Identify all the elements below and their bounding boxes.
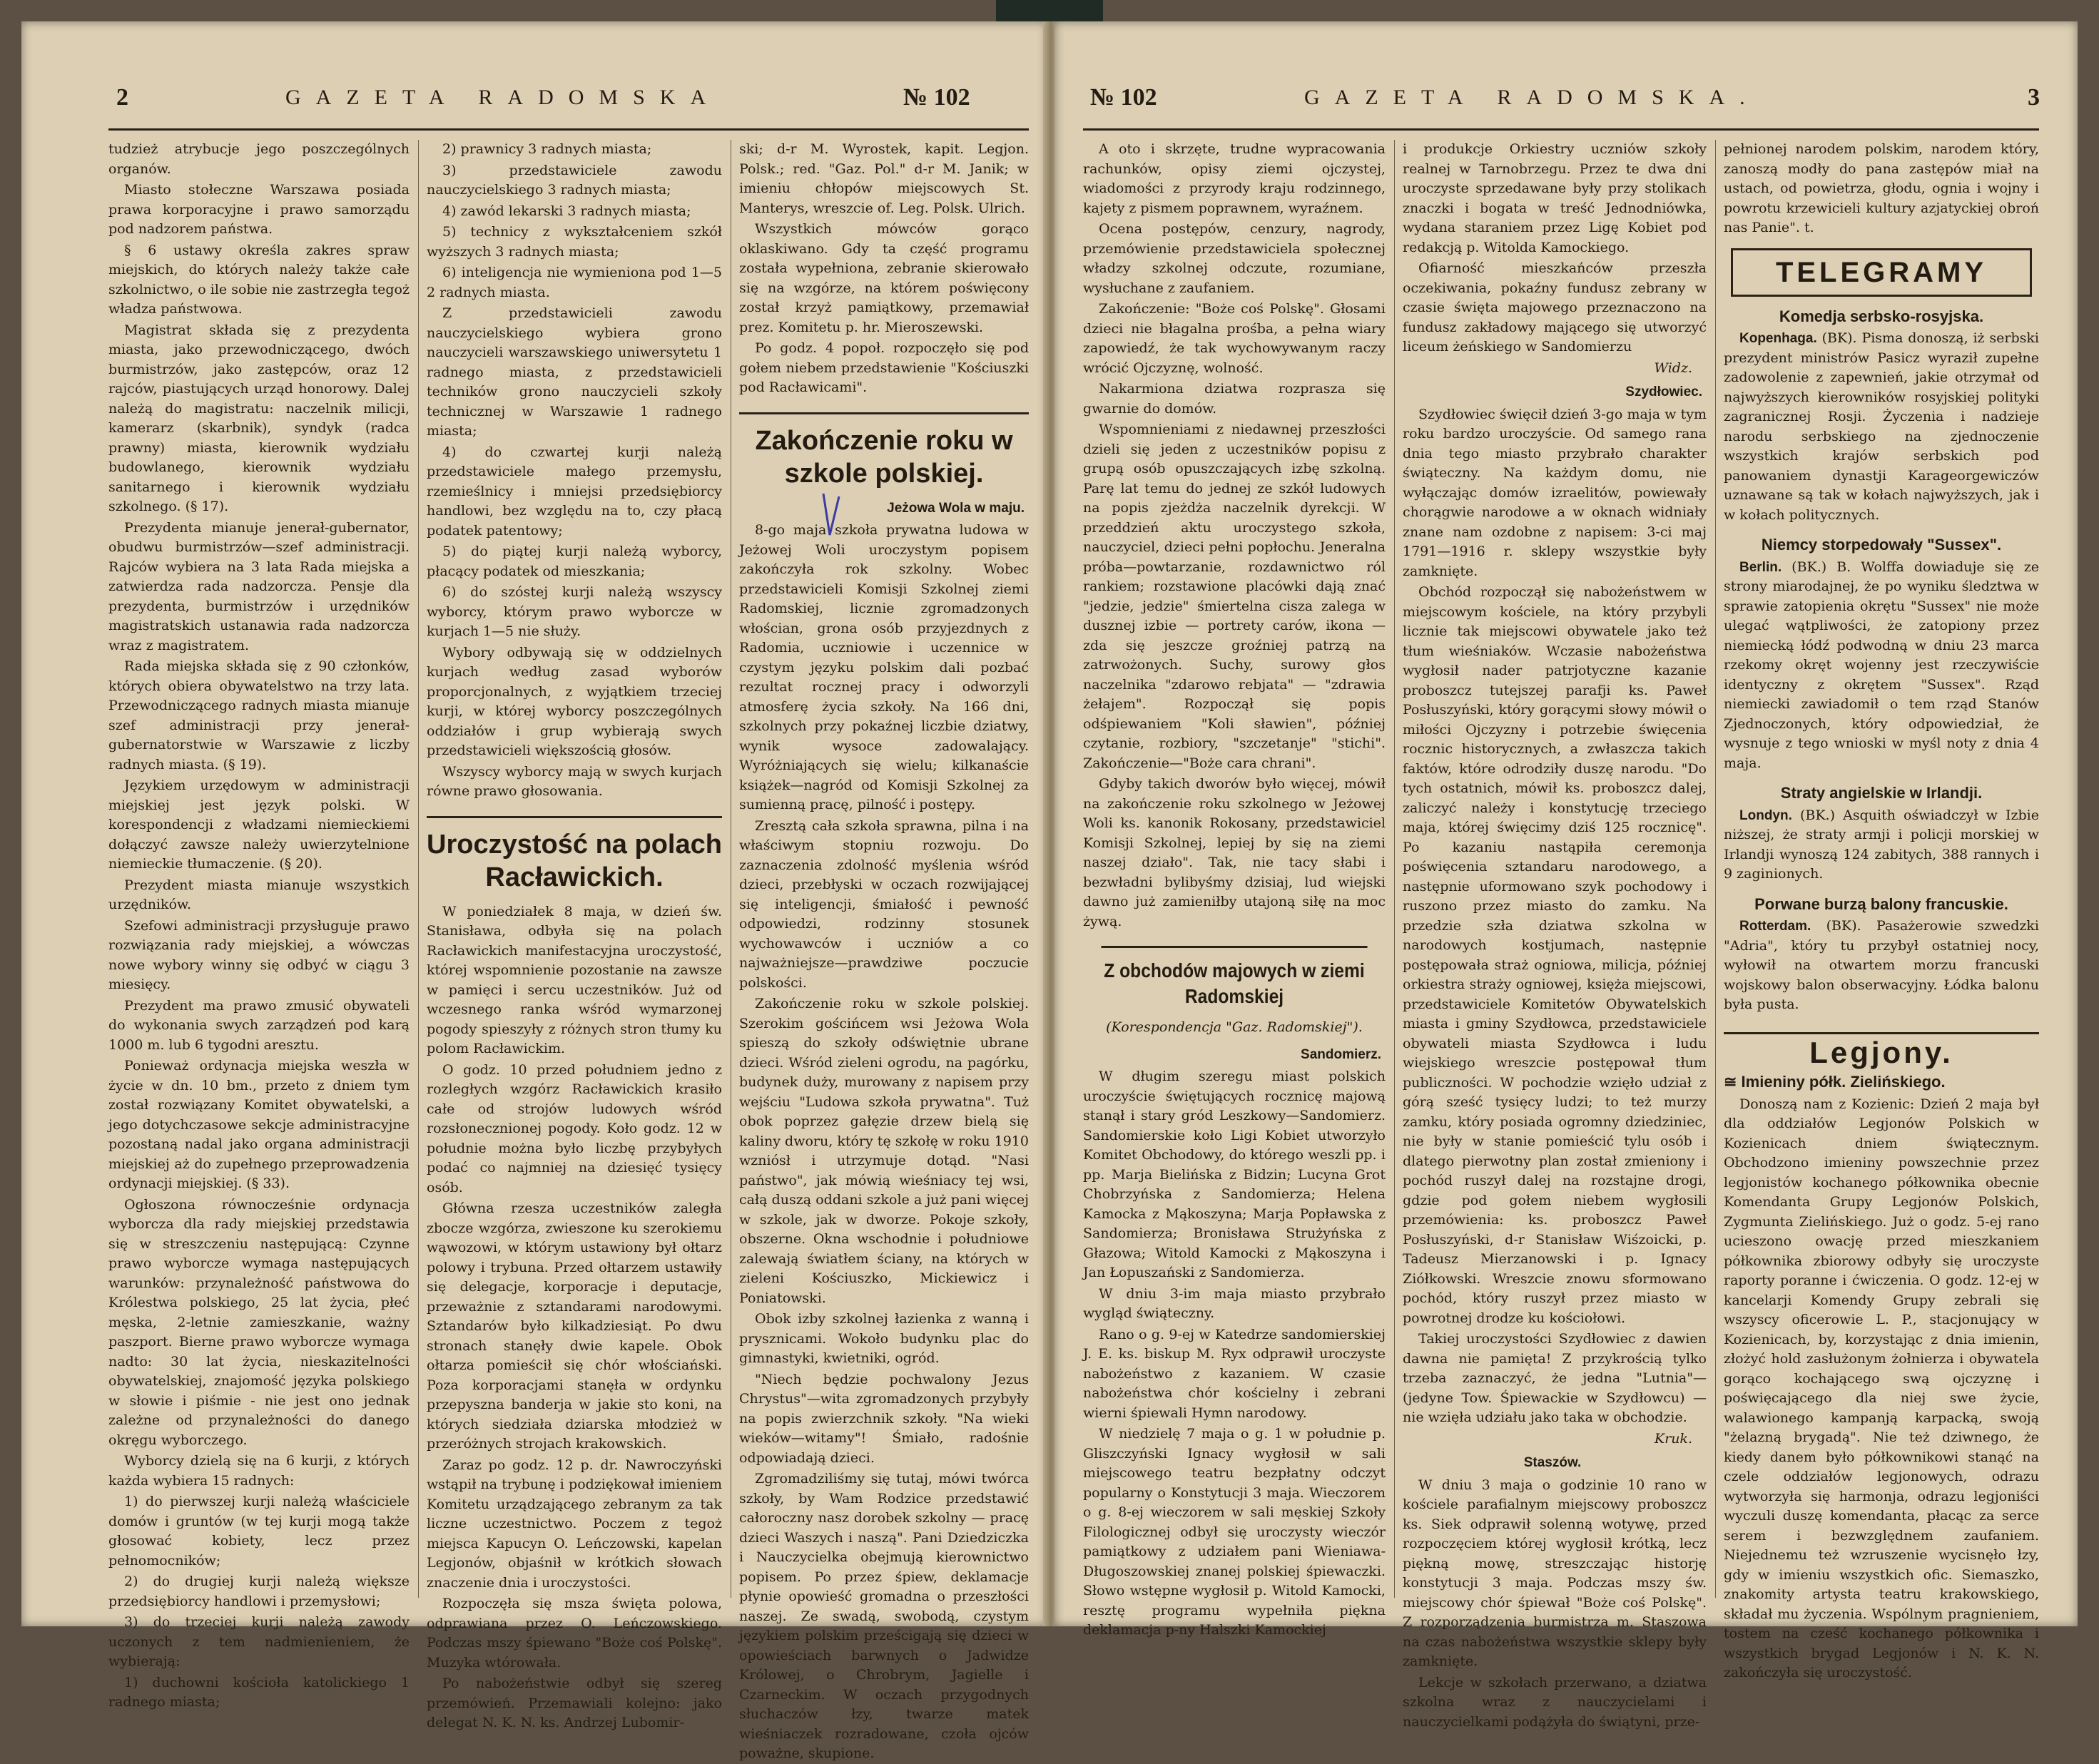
szkola-paragraph: Zresztą cała szkoła sprawna, pilna i na właściwym stopniu rozwoju. Do zaznaczenia zdolność myślenia wśród dzieci, przebłyski w oczach rozwijającej się inteligencji, śmiałość i pewność odpowiedzi, rodzinny stosunek wychowawców i uczniów a co najważniejsze—prawdziwe poczucie polskości. (739, 817, 1029, 991)
telegram-dateline: Kopenhaga. (1739, 331, 1817, 346)
telegram-dateline: Londyn. (1739, 807, 1792, 823)
raclawice-paragraph: Rozpoczęła się msza święta polowa, odprawiana przez O. Leńczowskiego. Podczas mszy śpiewano "Boże coś Polskę". Muzyka wtórowała. (427, 1596, 722, 1671)
szkola-paragraph: Obok izby szkolnej łazienka z wanną i prysznicami. Wokoło budynku plac do gimnastyki, kwietniki, ogród. (739, 1311, 1029, 1366)
left-col3-paragraph: Po godz. 4 popoł. rozpoczęło się pod gołem niebem przedstawienie "Kościuszki pod Racławicami". (739, 340, 1029, 395)
left-col3-paragraph: ski; d-r M. Wyrostek, kapit. Legjon. Polsk.; red. "Gaz. Pol." d-r M. Janik; w imieniu chłopów miejscowych St. Manterys, wreszcie of. Leg. Polsk. Ulrich. (739, 141, 1029, 216)
telegram-dateline: Rotterdam. (1739, 919, 1811, 934)
telegram-headline: Straty angielskie w Irlandji. (1780, 784, 1983, 802)
telegram-text (1724, 917, 2039, 1015)
legjony-paragraph: Donoszą nam z Kozienic: Dzień 2 maja był dla oddziałów Legjonów Polskich w Kozienicach dniem świątecznym. Obchodzono imieniny powszechnie przez legjonistów kochanego półkownika obecnie Komendanta Grupy Legjonów Polskich, Zygmunta Zielińskiego. Już o godz. 5-ej rano ucieszono owację przed mieszkaniem półkownika zbiorowy odbyły się uroczyste raporty poranne i ćwiczenia. O godz. 12-ej w kancelarji Komendy Grupy zebrali się wszyscy oficerowie L. P., stacjonujący w Kozienicach, by, korzystając z dnia imienin, złożyć hold zasłużonym żołnierza i obywatela gorąco kochającego swą ojczyznę i poświęcającego dla niej swe życie, walawionego kampanją karpacką, swoją "żelazną brygadą". Nie też dziwnego, że kiedy danem było półkownikowi stanąć na czele oddziałów legjonowych, odrazu wytworzyła się harmonja, odrazu legjoniści wyczuli duszę komendanta, płacąc za serce serem i bezwzględnem zaufaniem. Niejednemu też wzruszenie wycisnęło łzy, gdy w imieniu wszystkich ofic. Siemaszko, znakomity artysta teatru krakowskiego, składał mu życzenia. Wspólnym pragnieniem, tostem na cześć kochanego półkownika i wszystkich brygad Legjonów i N. K. N. zakończyła się uroczystość. (1724, 1096, 2039, 1681)
right-col1-paragraph: A oto i skrzęte, trudne wypracowania rachunków, opisy ziemi ojczystej, wiadomości z przyrody kraju rodzinnego, kajety z pismem poprawnem, wyraźnem. (1083, 141, 1386, 216)
telegram-headline: Porwane burzą balony francuskie. (1754, 894, 2008, 913)
headline-szkola: Zakończenie roku w szkole polskiej. (739, 412, 1029, 490)
left-col2-paragraph: Wybory odbywają się w oddzielnych kurjach według zasad wyborów proporcjonalnych, z wyjątkiem trzeciej kurji, w której wyborcy poszczególnych oddziałów i grup wybierają swych przedstawicieli większością głosów. (427, 644, 722, 758)
obchody-paragraph: W dniu 3-im maja miasto przybrało wygląd świąteczny. (1083, 1285, 1386, 1321)
left-col1-paragraph: Ogłoszona równocześnie ordynacja wyborcza dla rady miejskiej przedstawia się w streszczeniu następującą: Czynne prawo wyborcze wymaga następujących warunków: przynależność państwowa do Królestwa polskiego, 25 lat życia, płeć męska, 2-letnie zamieszkanie, ważny paszport. Bierne prawo wyborcze wymaga nadto: 30 lat życia, nieskazitelności obywatelskiej, znajomość języka polskiego w słowie i piśmie - nie jest ono jednak zależne od przynależności do danego okręgu wyborczego. (108, 1196, 410, 1448)
dateline-szydlowiec: Szydłowiec. (1625, 384, 1702, 399)
obchody-paragraph: W niedzielę 7 maja o g. 1 w południe p. Gliszczyński Ignacy wygłosił w sali miejscowego teatru bezpłatny odczyt popularny o Konstytucji 3 maja. Wieczorem o g. 8-ej wieczorem w sali męskiej Szkoły Filologicznej odbył się uroczysty wieczór pamiątkowy z udziałem pani Wieniawa-Długoszowskiej znanej polskiej śpiewaczki. Słowo wstępne wygłosił p. Witold Kamocki, resztę programu wypełniła piękna deklamacja p-ny Halszki Kamockiej (1083, 1426, 1386, 1638)
telegram-body: (BK). Pisma donoszą, iż serbski prezydent ministrów Pasicz wyraził zupełne zadowolenie z zapewnień, jakie otrzymał od najwyższych kierowników rosyjskiej polityki zagranicznej Rosji. Życzenia i nadzieje narodu serbskiego na zjednoczenie wszystkich krajów serbskich pod panowaniem dynastji Karageorgewiczów uznawane są tak w kołach najwyższych, jak i w kołach politycznych. (1724, 330, 2039, 523)
telegram-text (1724, 806, 2039, 884)
left-col1-paragraph: Szefowi administracji przysługuje prawo rozwiązania rady miejskiej, a wówczas nowe wybory winny się odbyć w ciągu 3 miesięcy. (108, 917, 410, 992)
left-col2-paragraph: 6) inteligencja nie wymieniona pod 1—5 2 radnych miasta. (427, 265, 722, 300)
left-col2-paragraph: Wszyscy wyborcy mają w swych kurjach równe prawo głosowania. (427, 763, 722, 799)
telegramy-banner: TELEGRAMY (1731, 248, 2032, 297)
left-col1-paragraph: 1) duchowni kościoła katolickiego 1 radnego miasta; (108, 1674, 410, 1710)
telegram-body: (BK.) Asquith oświadczył w Izbie niższej, że straty armji i policji morskiej w Irlandji wynoszą 124 zabitych, 388 rannych i 9 zaginionych. (1724, 807, 2039, 882)
raclawice-paragraph: Zaraz po godz. 12 p. dr. Nawroczyński wstąpił na trybunę i podziękował imieniem Komitetu urządzającego zebranym za tak liczne uczestnictwo. Poczem z tegoż miejsca Kapucyn O. Leńczowski, kapelan Legjonów, objaśnił w krótkich słowach znaczenie dnia i uroczystości. (427, 1457, 722, 1591)
left-col1-paragraph: Rada miejska składa się z 90 członków, których obiera obywatelstwo na trzy lata. Przewodniczącego radnych miasta mianuje szef administracji przy jenerał-gubernatorstwie w Warszawie z liczby radnych miasta. (§ 19). (108, 658, 410, 773)
left-col3-paragraph: Wszystkich mówców gorąco oklaskiwano. Gdy ta część programu została wypełniona, zebranie skierowało się na wzgórze, na którem poświęcony został krzyż pamiątkowy, przemawiał prez. Komitetu p. hr. Mieroszewski. (739, 221, 1029, 335)
left-col1-paragraph: 2) do drugiej kurji należą większe przedsiębiorcy handlowi i przemysłowi; (108, 1574, 410, 1609)
left-col1-paragraph: 1) do pierwszej kurji należą właściciele domów i gruntów (w tej kurji mogą także głosować kobiety, lecz przez pełnomocników; (108, 1494, 410, 1569)
telegram-dateline: Berlin. (1739, 559, 1782, 575)
right-column-1 (1083, 140, 1386, 1638)
left-column-1 (108, 140, 410, 1710)
dateline-staszow: Staszów. (1523, 1455, 1582, 1470)
raclawice-paragraph: W poniedziałek 8 maja, w dzień św. Stanisława, odbyła się na polach Racławickich manifestacyjna uroczystość, której wspomnienie pozostanie na zawsze w pamięci i sercu uczestników. Już od wczesnego ranka wśród wymarzonej pogody spieszyły z różnych stron tłumy ku polom Racławickim. (427, 903, 722, 1056)
handwritten-check-mark (819, 491, 843, 541)
left-col2-paragraph: 5) technicy z wykształceniem szkół wyższych 3 radnych miasta; (427, 224, 722, 260)
obchody-paragraph: W długim szeregu miast polskich uroczyście świętujących rocznicę majową stanął i stary gród Leszkowy—Sandomierz. Sandomierskie koło Ligi Kobiet utworzyło Komitet Obchodowy, do którego weszli pp. i pp. Marja Bielińska z Bidzin; Lucyna Grot Chobrzyńska z Sandomierza; Helena Kamocka z Mąkoszyna; Marja Popławska z Sandomierza; Bronisława Strużyńska z Głazowa; Witold Kamocki z Mąkoszyna i Jan Łopuszański z Sandomierza. (1083, 1069, 1386, 1280)
left-col2-paragraph: 3) przedstawiciele zawodu nauczycielskiego 3 radnych miasta; (427, 162, 722, 198)
left-page (21, 21, 1047, 1761)
right-col3-paragraph: pełnionej narodem polskim, narodem który, zanoszą modły do pana zastępów miał na ustach, od powietrza, głodu, ognia i wojny i powrotu krzewicieli kultury azjatyckiej obroń nas Panie". t. (1724, 141, 2039, 235)
right-column-3 (1724, 140, 2040, 1681)
headline-obchody: Z obchodów majowych w ziemi Radomskiej (1101, 946, 1367, 1009)
left-col2-paragraph: 5) do piątej kurji należą wyborcy, płacący podatek od mieszkania; (427, 544, 722, 579)
telegram-body: (BK.) B. Wolffa dowiaduje się ze strony miarodajnej, że po wyniku śledztwa w sprawie zatopienia okrętu "Sussex" nie może ulegać wątpliwości, że zatopiony przez niemiecką łódź podwodną w dniu 23 marca rzekomy okręt wojenny jest rzeczywiście identyczny z okrętem "Sussex". Rząd niemiecki zawiadomił o tem rząd Stanów Zjednoczonych, który odpowiedział, że wysnuje z tego wnioski w myśl noty z dnia 4 maja. (1724, 559, 2039, 771)
right-col1-paragraph: Wspomnieniami z niedawnej przeszłości dzieli się jeden z uczestników popisu z grupą osób opuszczających izbę szkolną. Parę lat temu do jednej ze szkół ludowych na popis zjeżdża naczelnik dyrekcji. W przeddzień aktu uroczystego szkoła, nauczyciel, dzieci pełni popłochu. Jeneralna próba—powtarzanie, rozdawnictwo ról rankiem; rozstawione placówki dają znać "jedzie, jedzie" śmiertelna cisza zalega w dusznej izbie — portrety carów, ikona — zda się jeszcze groźniej patrzą na zatrwożonych. Suchy, surowy głos naczelnika "zdarowo rebjata" — "zdrawia żełajem". Rozpoczął się popis odśpiewaniem "Koli sławien", później czytanie, rozbiory, "szczetanje" "stichi". Zakończenie—"Boże cara chrani". (1083, 422, 1386, 771)
raclawice-paragraph: O godz. 10 przed południem jedno z rozległych wzgórz Racławickich krasiło całe od strojów ludowych wśród rozsłonecznionej pogody. Koło godz. 12 w południe można było liczbę przybyłych podać co najmniej na dziesięć tysięcy osób. (427, 1061, 722, 1195)
left-col1-paragraph: Prezydent miasta mianuje wszystkich urzędników. (108, 877, 410, 912)
dateline-sandomierz: Sandomierz. (1301, 1046, 1381, 1062)
right-column-2 (1403, 140, 1707, 1730)
right-col2-paragraph: Ofiarność mieszkańców przeszła oczekiwania, pokaźny fundusz zebrany w czasie święta majowego przeznaczono na fundusz zakładowy mającego się utworzyć liceum żeńskiego w Sandomierzu (1403, 260, 1707, 355)
szkola-paragraph: Zgromadziliśmy się tutaj, mówi twórca szkoły, by Wam Rodzice przedstawić całoroczny nasz dorobek szkolny — pracę dzieci Waszych i naszą". Pani Dziedziczka i Nauczycielka obejmują kierownictwo popisem. Po przez śpiew, deklamacje płynie opowieść gromadna o przeszłości naszej. Ze swadą, swobodą, czystym językiem polskim prześcigają się dzieci w opowieściach barwnych o Jadwidze Królowej, o Chrobrym, Jagielle i Czarneckim. W oczach przygodnych słuchaczów łzy, twarze matek wieśniaczek rozradowane, czoła ojców poważne, skupione. (739, 1471, 1029, 1761)
telegram-text (1724, 329, 2039, 525)
page-number-right: 3 (2028, 84, 2040, 111)
staszow-paragraph: W dniu 3 maja o godzinie 10 rano w kościele parafialnym miejscowy proboszcz ks. Siek odprawił solenną wotywę, przed rozpoczęciem której wygłosił krótką, lecz piękną mowę, streszczając historję konstytucji 3 maja. Podczas mszy św. miejscowy chór śpiewał "Boże coś Polskę". Z rozporządzenia burmistrza m. Staszowa na czas nabożeństwa wszystkie sklepy były zamknięte. (1403, 1477, 1707, 1669)
left-col2-paragraph: 6) do szóstej kurji należą wszyscy wyborcy, którym prawo wyborcze w kurjach 1—5 nie służy. (427, 584, 722, 639)
left-col2-paragraph: 2) prawnicy 3 radnych miasta; (442, 141, 652, 157)
issue-number-left: № 102 (903, 84, 970, 111)
legjony-headline: ≅ Imieniny półk. Zielińskiego. (1724, 1073, 1946, 1091)
telegram-headline: Komedja serbsko-rosyjska. (1779, 307, 1984, 325)
masthead-title-left: GAZETA RADOMSKA (285, 86, 721, 109)
correspondence-byline: (Korespondencja "Gaz. Radomskiej"). (1106, 1019, 1363, 1035)
left-col1-paragraph: Językiem urzędowym w administracji miejskiej jest język polski. W korespondencji z władzami niemieckiemi dołączyć zawsze należy uwierzytelnione niemieckie tłumaczenie. (§ 20). (108, 778, 410, 872)
left-col2-paragraph: 4) do czwartej kurji należą przedstawiciele małego przemysłu, rzemieślnicy i mniejsi przedsiębiorcy handlowi, bez względu na to, czy płacą podatek patentowy; (427, 444, 722, 539)
masthead-title-right: GAZETA RADOMSKA. (1304, 86, 1760, 109)
left-col1-paragraph: Magistrat składa się z prezydenta miasta, jako przewodniczącego, dwóch burmistrzów, jako zastępców, oraz 12 rajców, piastujących urząd honorowy. Dalej należą do magistratu: naczelnik milicji, kamerarz (skarbnik), syndyk (radca prawny) miasta, kierownik wydziału budowlanego, kierownik wydziału sanitarnego i kierownik wydziału szkolnego. (§ 17). (108, 322, 410, 514)
left-col1-paragraph: Ponieważ ordynacja miejska weszła w życie w dn. 10 bm., przeto z dniem tym został rozwiązany Komitet obywatelski, a jego dotychczasowe sekcje administracyjne pozostaną nadal jako organa administracji miejskiej aż do zupełnego przeprowadzenia ordynacji miejskiej. (§ 33). (108, 1058, 410, 1191)
obchody-paragraph: Rano o g. 9-ej w Katedrze sandomierskiej J. E. ks. biskup M. Ryx odprawił uroczyste nabożeństwo z kazaniem. W czasie nabożeństwa chór kościelny i zebrani wierni śpiewali Hymn narodowy. (1083, 1326, 1386, 1421)
szkola-paragraph: Zakończenie roku w szkole polskiej. Szerokim gościńcem wsi Jeżowa Wola spieszą do szkoły odświętnie ubrane dzieci. Wśród zieleni ogrodu, na pagórku, budynek duży, murowany z napisem przy wejściu "Ludowa szkoła prywatna". Tuż obok poprzez gałęzie drzew bielą się kaliny dworu, który tę szkołę w roku 1910 wzniósł i utrzymuje dotąd. "Nasi państwo", jak mówią wieśniacy tej wsi, całą duszą oddani szkole a już pani więcej w szkole, jak w dworze. Pokoje szkoły, obszerne. Okna wschodnie i południowe zalewają światłem ściany, na których w zieleni Kościuszko, Mickiewicz i Poniatowski. (739, 996, 1029, 1306)
telegram-headline: Niemcy storpedowały "Sussex". (1761, 536, 2002, 554)
szydlowiec-paragraph: Obchód rozpoczął się nabożeństwem w miejscowym kościele, na który przybyli licznie tak miejscowi obywatele jako też tłum wieśniaków. Wczasie nabożeństwa wygłosił nader patrjotyczne kazanie proboszcz tutejszej parafji ks. Paweł Posłuszyński, który gorącymi słowy mówił o miłości Ojczyzny i potrzebie święcenia rocznic historycznych, a zwłaszcza takich faktów, które odrodziły duszę narodu. "Do tych ostatnich, mówił ks. proboszcz dalej, zaliczyć należy i konstytucję trzeciego maja, której święcimy dziś 125 rocznicę". Po kazaniu nastąpiła ceremonja poświęcenia sztandaru narodowego, a następnie uformowano szyk pochodowy i ruszono przez miasto do zamku. Na przedzie szła dziatwa szkolna w narodowych kostjumach, następnie postępowała straż ogniowa, milicja, później orkiestra straży ogniowej, księża miejscowi, przedstawiciele Komitetów Obywatelskich miasta i gminy Szydłowca, przedstawiciele obywateli miasta Szydłowca i ludu wiejskiego wreszcie postępował tłum publiczności. W pochodzie wzięło udział z górą sześć tysięcy ludzi; to też murzy zamku, który posiada ogromny dziedziniec, nie były w stanie pomieścić tylu osób i dlatego pierwotny plan został zmieniony i pochód ruszył dalej na rozstajne drogi, gdzie pod gołem niebem wygłosili przemówienia: ks. proboszcz Paweł Posłuszyński, d-r Stanisław Wiśzoicki, p. Tadeusz Mierzanowski i p. Ignacy Ziółkowski. Wreszcie znowu sformowano pochód, który ruszył przez miasto w powrotnej drodze ku kościołowi. (1403, 584, 1707, 1326)
left-col1-paragraph: tudzież atrybucje jego poszczególnych organów. (108, 141, 410, 177)
szkola-paragraph: "Niech będzie pochwalony Jezus Chrystus"—wita zgromadzonych przybyły na popis zwierzchnik szkoły. "Na wieki wieków—witamy"! Śmiało, radośnie odpowiadają dzieci. (739, 1371, 1029, 1466)
headline-raclawice: Uroczystość na polach Racławickich. (427, 816, 722, 894)
page-number-left: 2 (116, 84, 128, 111)
raclawice-paragraph: Główna rzesza uczestników zaległa zbocze wzgórza, zwieszone ku szerokiemu wąwozowi, w którym ustawiony był ołtarz polowy i trybuna. Przed ołtarzem ustawiły się delegacje, korporacje i deputacje, przeważnie z sztandarami narodowymi. Sztandarów było kilkadziesiąt. Po dwu stronach stanęły dwie kapele. Obok ołtarza pomieścił się chór włościański. Poza korporacjami stanęła w ordynku przepyszna banderja w jakie sto koni, na których siedziała dziarska młodzież w przeróżnych strojach krakowskich. (427, 1200, 722, 1452)
signature-kruk: Kruk. (1654, 1430, 1692, 1447)
header-rule-right (1083, 128, 2039, 131)
right-page (1054, 21, 2078, 1730)
right-col1-paragraph: Zakończenie: "Boże coś Polskę". Głosami dzieci nie błagalna prośba, a pełna wiary zapowiedź, że tak wychowywanym raczy wrócić Ojczyznę, wolność. (1083, 301, 1386, 376)
left-col1-paragraph: Miasto stołeczne Warszawa posiada prawa korporacyjne i prawo samorządu pod nadzorem państwa. (108, 182, 410, 237)
left-col2-paragraph: Z przedstawicieli zawodu nauczycielskiego wybiera grono nauczycieli warszawskiego uniwersytetu 1 radnego miasta, z przedstawicieli techników grono nauczycieli szkoły technicznej w Warszawie 1 radnego miasta; (427, 305, 722, 439)
staszow-paragraph: Lekcje w szkołach przerwano, a dziatwa szkolna wraz z nauczycielami i nauczycielkami podążyła do świątyni, prze- (1403, 1674, 1707, 1730)
right-col1-paragraph: Ocena postępów, cenzury, nagrody, przemówienie przedstawiciela społecznej władzy szkolnej odczute, rozumiane, wysłuchane z zaufaniem. (1083, 221, 1386, 296)
left-col1-paragraph: Prezydent ma prawo zmusić obywateli do wykonania swych zarządzeń pod karą 1000 m. lub 6 tygodni aresztu. (108, 997, 410, 1053)
raclawice-paragraph: Po nabożeństwie odbył się szereg przemówień. Przemawiali kolejno: jako delegat N. K. N. ks. Andrzej Lubomir- (427, 1676, 722, 1730)
left-column-2 (427, 140, 722, 1730)
left-col2-paragraph: 4) zawód lekarski 3 radnych miasta; (442, 203, 691, 219)
telegram-body: (BK). Pasażerowie szwedzki "Adria", który tu przybył ostatniej nocy, wyłowił na otwartem morzu francuski wojskowy balon obserwacyjny. Łódka balonu była pusta. (1724, 918, 2040, 1012)
dateline-jezowa-wola: Jeżowa Wola w maju. (887, 500, 1025, 516)
header-rule-left (108, 128, 1029, 131)
left-column-3 (739, 140, 1029, 1761)
right-col2-paragraph: i produkcje Orkiestry uczniów szkoły realnej w Tarnobrzegu. Przez te dwa dni uroczyste sprzedawane były przy stolikach znaczki i bogata w treść Jednodniówka, wydana staraniem przez Ligę Kobiet pod redakcją p. Witolda Kamockiego. (1403, 141, 1707, 255)
right-col1-paragraph: Nakarmiona dziatwa rozprasza się gwarnie do domów. (1083, 381, 1386, 417)
szkola-paragraph: 8-go maja szkoła prywatna ludowa w Jeżowej Woli uroczystym popisem zakończyła rok szkolny. Wobec przedstawicieli Komisji Szkolnej ziemi Radomskiej, licznie zgromadzonych włościan, grona osób przyjezdnych z Radomia, uczniowie i uczennice w czystym języku polskim dali pozbać rezultat rocznej pracy i odworzyli atmosferę życia szkoły. Na 166 dni, szkolnych przy pokaźnej liczbie dziatwy, wynik wysoce zadowalający. Wyróżniających się wielu; kilkanaście książek—nagród od Komisji Szkolnej za sumienną pracę, pilność i postępy. (739, 522, 1029, 812)
issue-number-right: № 102 (1090, 84, 1157, 111)
left-col1-paragraph: 3) do trzeciej kurji należą zawody uczonych z tem nadmienieniem, że wybierają: (108, 1614, 410, 1669)
left-col1-paragraph: Wyborcy dzielą się na 6 kurji, z których każda wybiera 15 radnych: (108, 1453, 410, 1489)
left-col1-paragraph: § 6 ustawy określa zakres spraw miejskich, do których należy także całe szkolnictwo, o ile sobie nie zastrzegła tegoż władza państwowa. (108, 242, 410, 317)
left-col1-paragraph: Prezydenta mianuje jenerał-gubernator, obudwu burmistrzów—szef administracji. Rajców wybiera na 3 lata Rada miejska a zatwierdza rada nadzorcza. Pensje dla prezydenta, burmistrzów i urzędników magistratskich ustanawia rada nadzorcza wraz z magistratem. (108, 519, 410, 653)
legjony-banner: Legjony. (1724, 1032, 2039, 1063)
signature-widz: Widz. (1654, 360, 1692, 376)
right-col1-paragraph: Gdyby takich dworów było więcej, mówił na zakończenie roku szkolnego w Jeżowej Woli ks. kanonik Rokosany, przedstawiciel Komisji Szkolnej, lepiej by się na ziemi naszej działo". Tak, nie tacy słabi i bezwładni bylibyśmy dzisiaj, lud wiejski dawno już zamieniłby utajoną siłę na moc żywą. (1083, 776, 1386, 929)
szydlowiec-paragraph: Takiej uroczystości Szydłowiec z dawien dawna nie pamięta! Z przykrością tylko trzeba zaznaczyć, że jedna "Lutnia"—(jedyne Tow. Śpiewackie w Szydłowcu) — nie wzięła udziału jako taka w obchodzie. (1403, 1331, 1707, 1425)
szydlowiec-paragraph: Szydłowiec święcił dzień 3-go maja w tym roku bardzo uroczyście. Od samego rana dnia tego miasto przybrało charakter świąteczny. Na każdym domu, nie wyłączając domów izraelitów, powiewały chorągwie narodowe a w oknach widniały znane nam ozdobne z napisem: 3-ci maj 1791—1916 r. sklepy wszystkie były zamknięte. (1403, 406, 1707, 579)
telegram-text (1724, 558, 2039, 774)
